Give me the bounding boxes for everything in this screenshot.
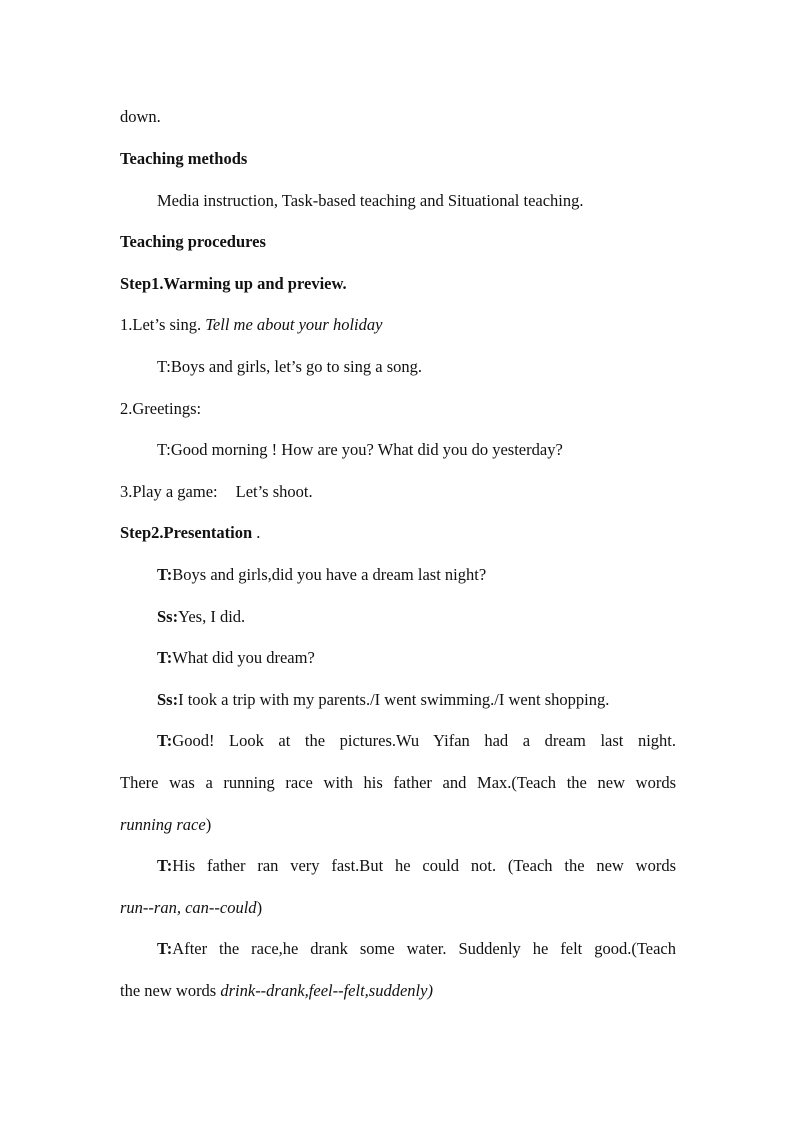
text-line: 3.Play a game: Let’s shoot.: [120, 482, 313, 501]
speaker-label: T:: [157, 939, 173, 958]
text-line: There was a running race with his father and Max.(Teach the new words: [120, 773, 676, 792]
dialogue-line: Ss:Yes, I did.: [157, 607, 246, 626]
speaker-label: T:: [157, 731, 173, 750]
dialogue-line: T:After the race,he drank some water. Suddenly he felt good.(Teach: [157, 939, 676, 958]
new-words: run--ran, can--could: [120, 898, 257, 917]
text-line: 2.Greetings:: [120, 399, 202, 418]
dialogue-line: T:His father ran very fast.But he could not. (Teach the new words: [157, 856, 676, 875]
dialogue-line: T:What did you dream?: [157, 648, 315, 667]
section-heading-teaching-methods: Teaching methods: [120, 149, 248, 168]
text-line: T:Good morning ! How are you? What did you do yesterday?: [157, 440, 563, 459]
dialogue-line: T:Good! Look at the pictures.Wu Yifan had a dream last night.: [157, 731, 676, 750]
dialogue-line: Ss:I took a trip with my parents./I went swimming./I went shopping.: [157, 690, 610, 709]
text-line: run--ran, can--could): [120, 898, 263, 917]
text-line: T:Boys and girls, let’s go to sing a song.: [157, 357, 423, 376]
speaker-label: Ss:: [157, 607, 179, 626]
text-line: down.: [120, 107, 161, 126]
dialogue-line: T:Boys and girls,did you have a dream last night?: [157, 565, 487, 584]
new-words: drink--drank,feel--felt,suddenly): [220, 981, 433, 1000]
speaker-label: Ss:: [157, 690, 179, 709]
step-heading-presentation: Step2.Presentation .: [120, 523, 261, 542]
text-line: Media instruction, Task-based teaching and Situational teaching.: [157, 191, 584, 210]
text-line: the new words drink--drank,feel--felt,suddenly): [120, 981, 433, 1000]
speaker-label: T:: [157, 648, 173, 667]
text-line: 1.Let’s sing. Tell me about your holiday: [120, 315, 383, 334]
step-heading-warming-up: Step1.Warming up and preview.: [120, 274, 347, 293]
song-title: Tell me about your holiday: [205, 315, 383, 334]
section-heading-teaching-procedures: Teaching procedures: [120, 232, 266, 251]
speaker-label: T:: [157, 856, 173, 875]
speaker-label: T:: [157, 565, 173, 584]
text-line: running race): [120, 815, 212, 834]
new-words: running race: [120, 815, 206, 834]
